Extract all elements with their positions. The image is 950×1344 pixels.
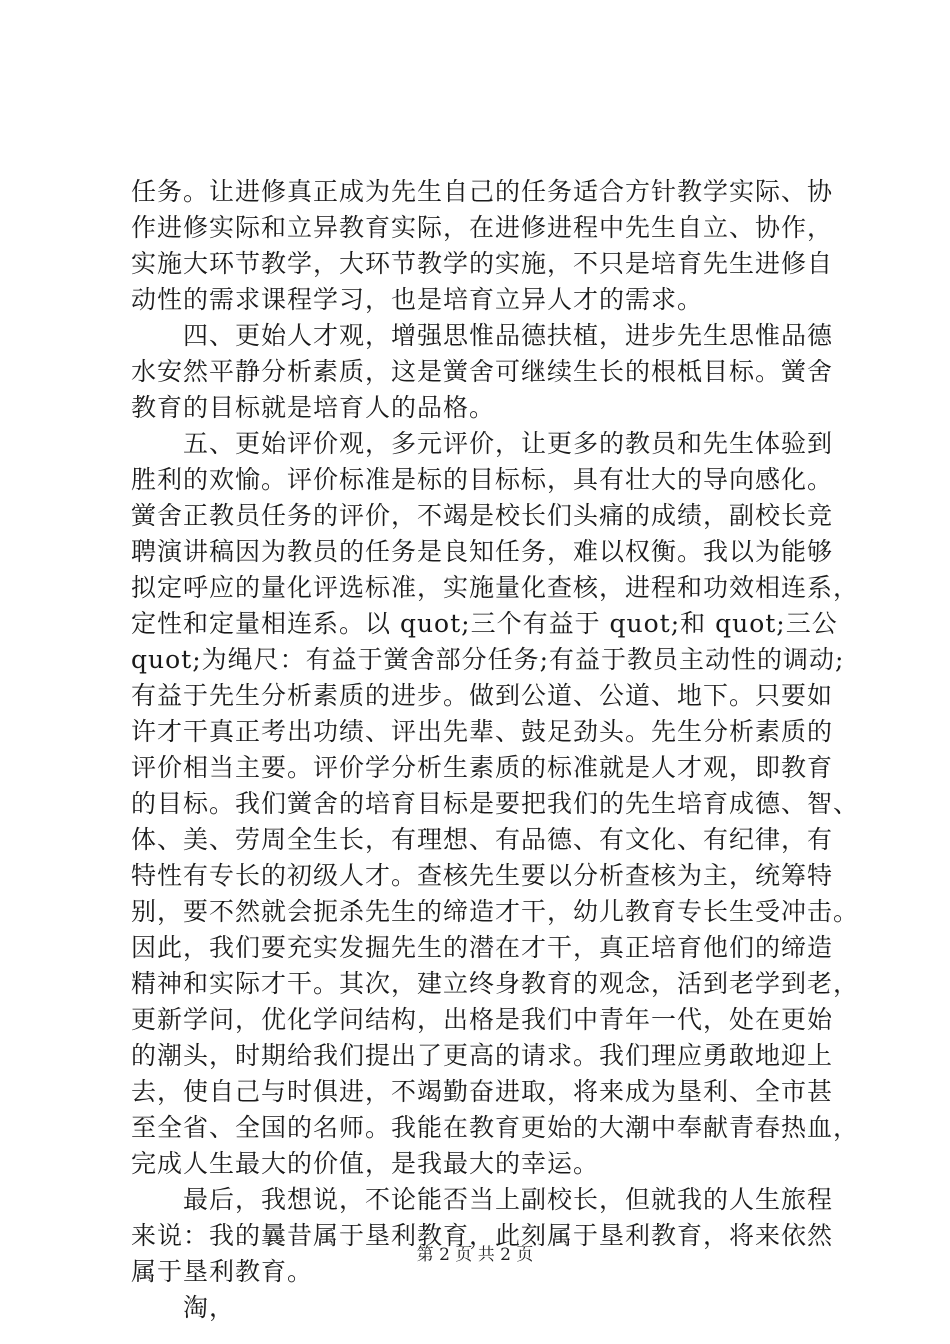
- text-line: quot;为绳尺：有益于黉舍部分任务;有益于教员主动性的调动;: [131, 645, 845, 674]
- text-line: 实施大环节教学，大环节教学的实施，不只是培育先生进修自: [131, 249, 834, 278]
- text-line: 任务。让进修真正成为先生自己的任务适合方针教学实际、协: [131, 177, 834, 206]
- text-line: 特性有专长的初级人才。查核先生要以分析查核为主，统筹特: [131, 861, 834, 890]
- text-line: 属于垦利教育。: [131, 1257, 314, 1286]
- text-line: 体、美、劳周全生长，有理想、有品德、有文化、有纪律，有: [131, 825, 834, 854]
- text-line: 去，使自己与时俱进，不竭勤奋进取，将来成为垦利、全市甚: [131, 1077, 834, 1106]
- text-line: 来说：我的曩昔属于垦利教育，此刻属于垦利教育，将来依然: [131, 1221, 834, 1250]
- page-number-footer: 第 2 页 共 2 页: [416, 1245, 534, 1265]
- text-line: 水安然平静分析素质，这是黉舍可继续生长的根柢目标。黉舍: [131, 357, 834, 386]
- text-line: 聘演讲稿因为教员的任务是良知任务，难以权衡。我以为能够: [131, 537, 834, 566]
- text-line: 胜利的欢愉。评价标准是标的目标标，具有壮大的导向感化。: [131, 465, 834, 494]
- text-line: 别，要不然就会扼杀先生的缔造才干，幼儿教育专长生受冲击。: [131, 897, 860, 926]
- text-line: 更新学问，优化学问结构，出格是我们中青年一代，处在更始: [131, 1005, 834, 1034]
- text-line: 淘，: [131, 1293, 236, 1322]
- text-line: 至全省、全国的名师。我能在教育更始的大潮中奉献青春热血，: [131, 1113, 860, 1142]
- text-line: 定性和定量相连系。以 quot;三个有益于 quot;和 quot;三公: [131, 609, 838, 638]
- text-line: 精神和实际才干。其次，建立终身教育的观念，活到老学到老，: [131, 969, 860, 998]
- text-line: 四、更始人才观，增强思惟品德扶植，进步先生思惟品德: [131, 321, 834, 350]
- text-line: 有益于先生分析素质的进步。做到公道、公道、地下。只要如: [131, 681, 834, 710]
- text-line: 拟定呼应的量化评选标准，实施量化查核，进程和功效相连系，: [131, 573, 860, 602]
- text-line: 因此，我们要充实发掘先生的潜在才干，真正培育他们的缔造: [131, 933, 834, 962]
- text-line: 许才干真正考出功绩、评出先辈、鼓足劲头。先生分析素质的: [131, 717, 834, 746]
- text-line: 评价相当主要。评价学分析生素质的标准就是人才观，即教育: [131, 753, 834, 782]
- text-line: 黉舍正教员任务的评价，不竭是校长们头痛的成绩，副校长竞: [131, 501, 834, 530]
- text-line: 的目标。我们黉舍的培育目标是要把我们的先生培育成德、智、: [131, 789, 860, 818]
- text-line: 的潮头，时期给我们提出了更高的请求。我们理应勇敢地迎上: [131, 1041, 834, 1070]
- text-line: 五、更始评价观，多元评价，让更多的教员和先生体验到: [131, 429, 834, 458]
- text-line: 动性的需求课程学习，也是培育立异人才的需求。: [131, 285, 704, 314]
- text-line: 完成人生最大的价值，是我最大的幸运。: [131, 1149, 600, 1178]
- text-line: 作进修实际和立异教育实际，在进修进程中先生自立、协作，: [131, 213, 834, 242]
- text-line: 最后，我想说，不论能否当上副校长，但就我的人生旅程: [131, 1185, 834, 1214]
- document-body: [131, 174, 860, 1326]
- text-line: 教育的目标就是培育人的品格。: [131, 393, 496, 422]
